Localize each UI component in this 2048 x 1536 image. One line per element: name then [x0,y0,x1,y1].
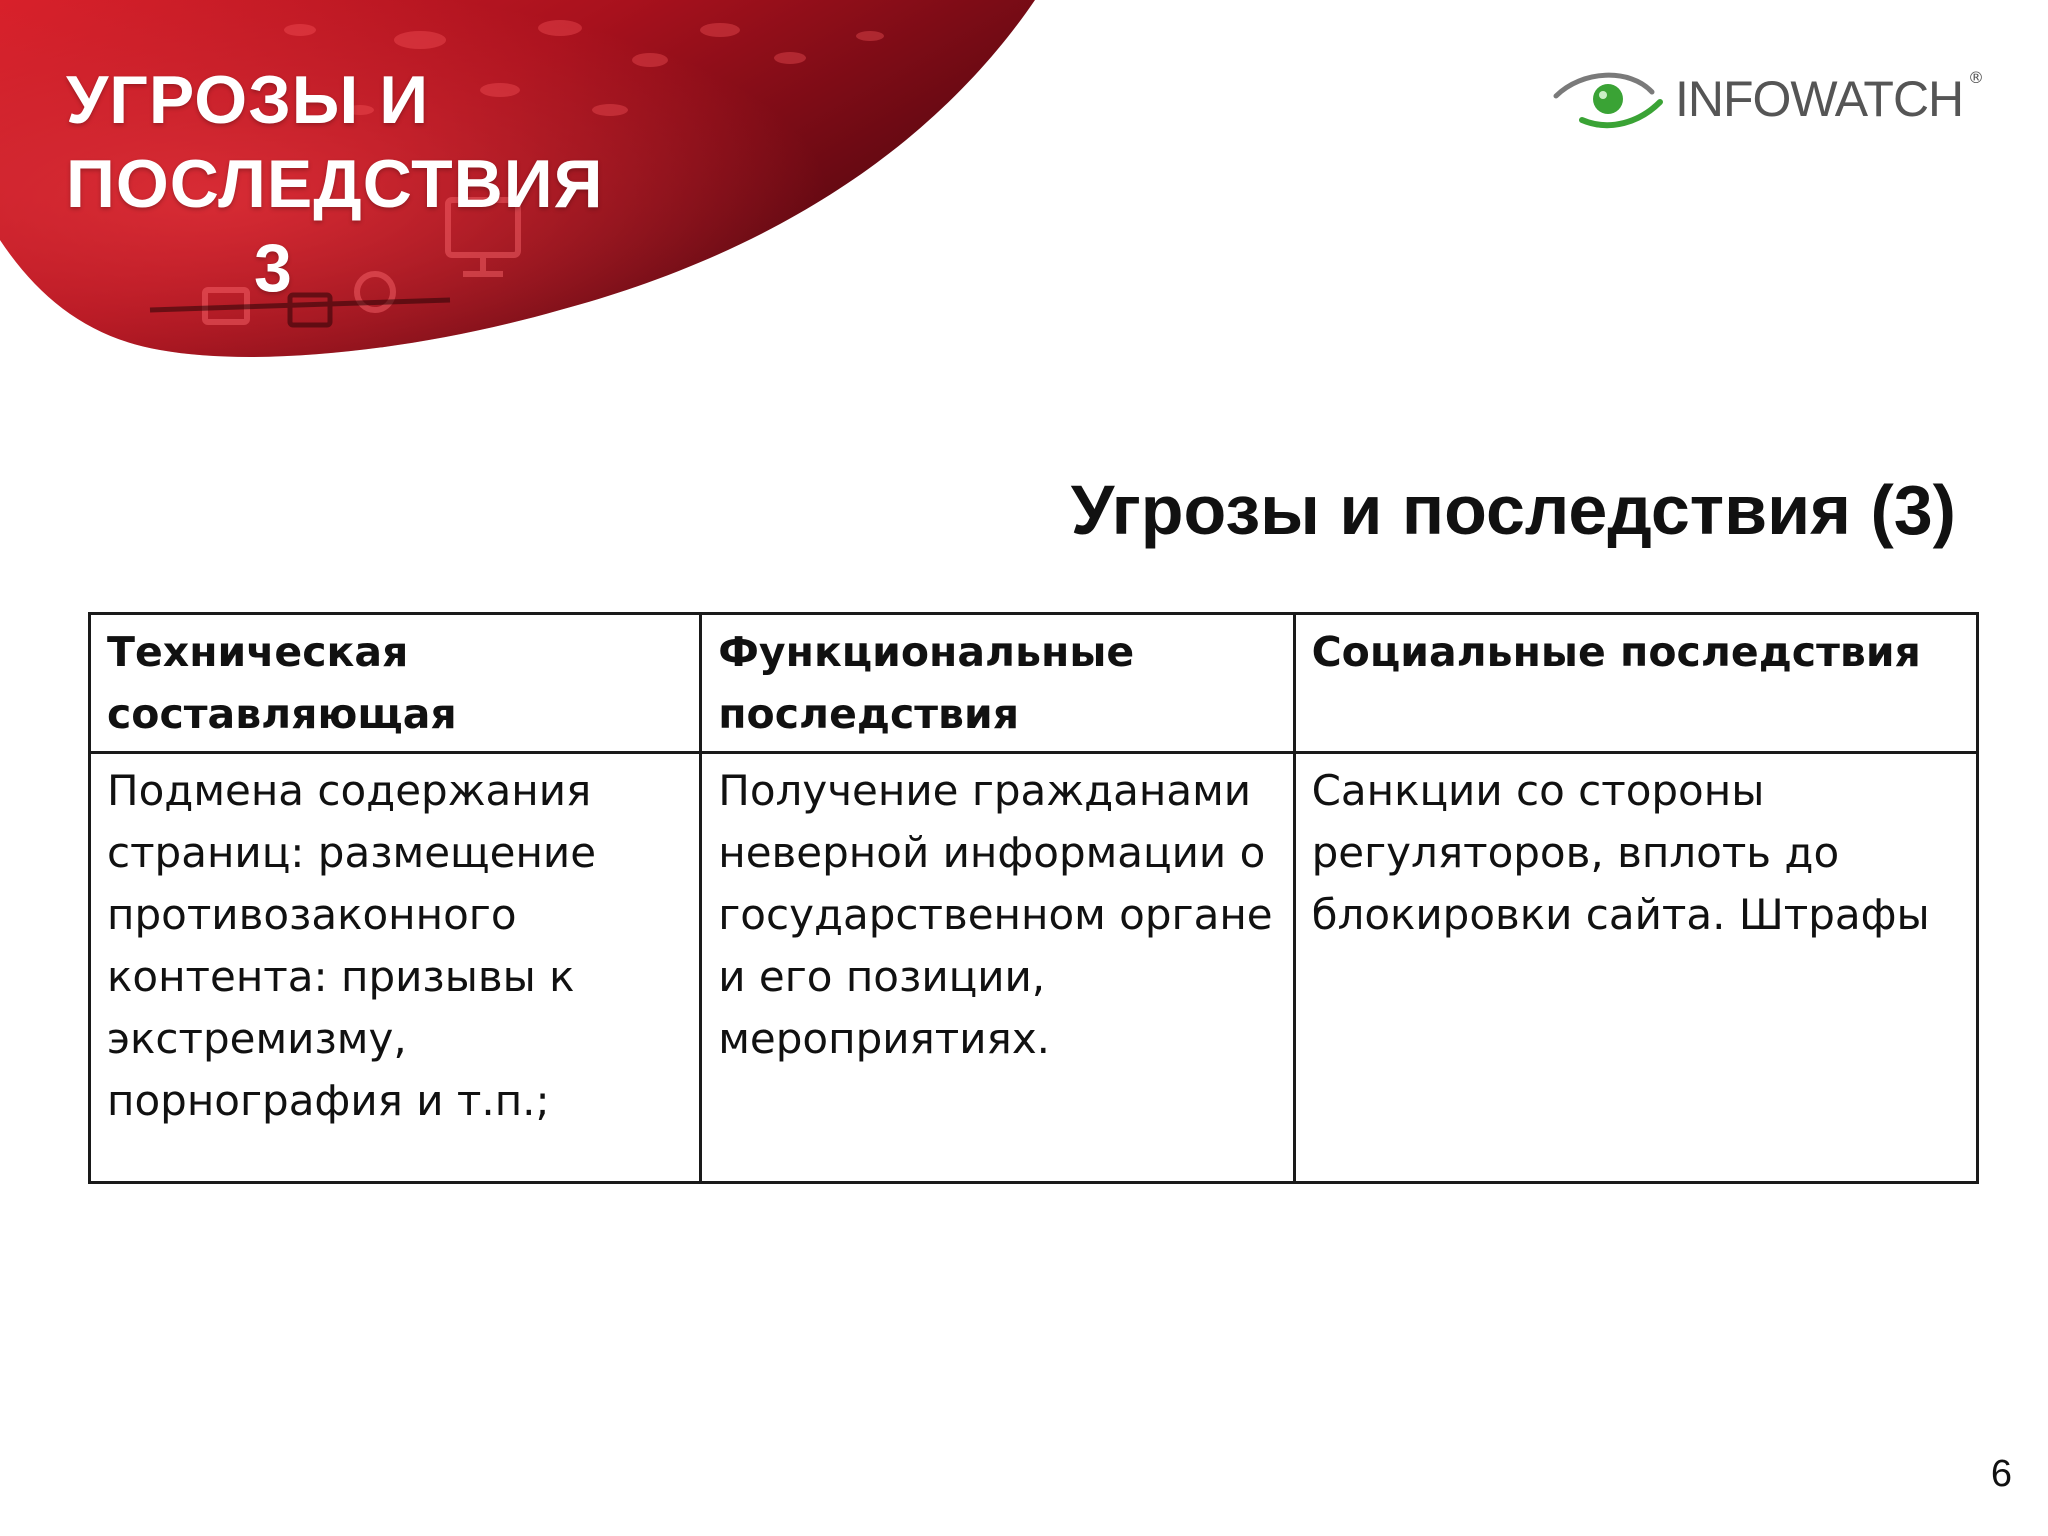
eye-icon [1552,62,1672,142]
banner-title-line-1: УГРОЗЫ И [66,62,430,138]
header-banner [0,0,1040,365]
header-functional: Функциональные последствия [701,614,1294,753]
table-header-row [90,614,1978,753]
banner-title-line-3: 3 [254,230,293,306]
registered-mark: ® [1968,68,1984,87]
cell-social: Санкции со стороны регуляторов, вплоть до блокировки сайта. Штрафы [1294,753,1977,1183]
banner-title [66,58,626,310]
threats-table [88,612,1979,1184]
slide-heading: Угрозы и последствия (3) [1070,471,1956,549]
table-row [90,753,1978,1183]
header-social: Социальные последствия [1294,614,1977,753]
logo-text: INFOWATCH [1675,71,1964,127]
banner-title-line-2: ПОСЛЕДСТВИЯ [66,146,604,222]
cell-functional: Получение гражданами неверной информации о государственном органе и его позиции, мероприятиях. [701,753,1294,1183]
page-number: 6 [1990,1453,2012,1495]
header-technical: Техническая составляющая [90,614,701,753]
infowatch-logo [1552,62,1992,142]
cell-technical: Подмена содержания страниц: размещение противозаконного контента: призывы к экстремизму, порнография и т.п.; [90,753,701,1183]
